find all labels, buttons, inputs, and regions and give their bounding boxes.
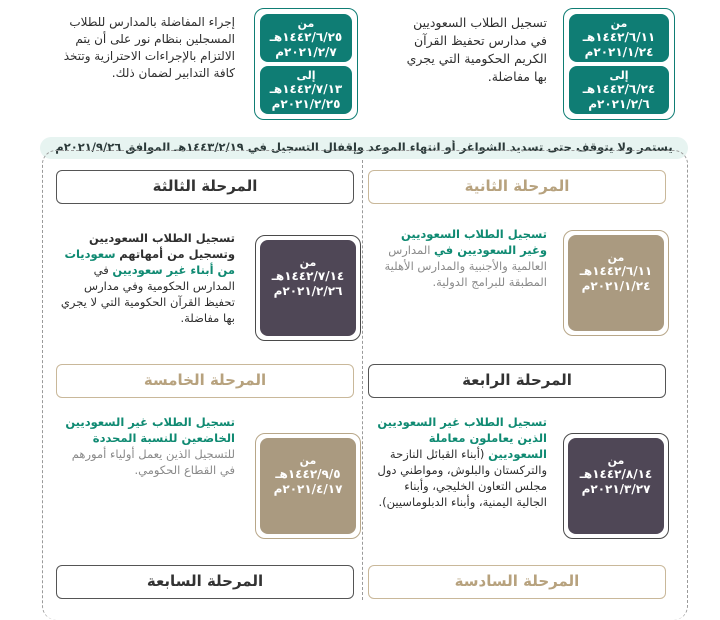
hijri-date: ١٤٤٢/٨/١٤هـ xyxy=(579,467,653,481)
gregorian-date: ٢٠٢١/١/٢٤م xyxy=(584,45,654,59)
phase-2-rest: المدارس العالمية والأجنبية والمدارس الأهلية المطبقة للبرامج الدولية. xyxy=(384,243,547,289)
phase-5-title: المرحلة الخامسة xyxy=(56,364,354,398)
from-label: من xyxy=(607,454,625,467)
hijri-date: ١٤٤٢/٧/١٤هـ xyxy=(271,269,345,283)
top-left-to-date xyxy=(260,66,352,114)
top-right-to-date xyxy=(569,66,669,114)
hijri-date: ١٤٤٢/٦/١١هـ xyxy=(582,30,656,44)
phase-6-title: المرحلة السادسة xyxy=(368,565,666,599)
phase-5-rest: للتسجيل الذين يعمل أولياء أمورهم في القطاع الحكومي. xyxy=(71,447,235,477)
from-label: من xyxy=(610,17,628,30)
phase-3-rest: في المدارس الحكومية وفي مدارس تحفيظ القرآن الحكومية التي لا يجري بها مفاضلة. xyxy=(60,263,235,325)
gregorian-date: ٢٠٢١/١/٢٤م xyxy=(581,279,651,293)
hijri-date: ١٤٤٢/٧/١٣هـ xyxy=(269,82,343,96)
phase-4-rest: (أبناء القبائل النازحة والتركستان والبلوش، ومواطني دول مجلس التعاون الخليجي، وأبناء الجالية اليمنية، وأبناء الدبلوماسيين). xyxy=(377,447,547,509)
phase-4-description xyxy=(372,414,547,510)
phase-4-highlight: تسجيل الطلاب غير السعوديين الذين يعاملون معاملة السعوديين xyxy=(377,415,547,461)
hijri-date: ١٤٤٢/٩/٥هـ xyxy=(275,467,341,481)
to-label: إلى xyxy=(609,69,629,82)
phase-4-title: المرحلة الرابعة xyxy=(368,364,666,398)
phase-4-date xyxy=(568,438,664,534)
phase-5-date xyxy=(260,438,356,534)
gregorian-date: ٢٠٢١/٢/٧م xyxy=(275,45,337,59)
hijri-date: ١٤٤٢/٦/٢٥هـ xyxy=(269,30,343,44)
from-label: من xyxy=(299,256,317,269)
phases-center-divider xyxy=(362,160,363,600)
phase-5-highlight: تسجيل الطلاب غير السعوديين الخاضعين للنسبة المحددة xyxy=(65,415,235,445)
to-label: إلى xyxy=(296,69,316,82)
phase-2-date xyxy=(568,235,664,331)
from-label: من xyxy=(607,251,625,264)
phase-5-description xyxy=(55,414,235,478)
phase-2-description xyxy=(372,226,547,290)
phase-7-title: المرحلة السابعة xyxy=(56,565,354,599)
gregorian-date: ٢٠٢١/٣/٢٧م xyxy=(581,482,651,496)
hijri-date: ١٤٤٢/٦/٢٤هـ xyxy=(582,82,656,96)
phase-3-highlight: سعوديات من أبناء غير سعوديين xyxy=(64,247,235,277)
banner-text: يستمر ولا يتوقف حتى تسديد الشواغر أو انتهاء الموعد وإقفال التسجيل في ١٤٤٣/٢/١٩هـ الموافق ٢٠٢١/٩/٢٦م xyxy=(55,140,673,154)
top-left-from-date xyxy=(260,14,352,62)
gregorian-date: ٢٠٢١/٢/٢٥م xyxy=(271,97,341,111)
phase-3-text-a: تسجيل الطلاب السعوديين وتسجيل من أمهاتهم xyxy=(89,231,235,261)
from-label: من xyxy=(297,17,315,30)
gregorian-date: ٢٠٢١/٢/٦م xyxy=(588,97,650,111)
phase-2-title: المرحلة الثانية xyxy=(368,170,666,204)
top-left-description: إجراء المفاضلة بالمدارس للطلاب المسجلين بنظام نور على أن يتم الالتزام بالإجراءات الاحترازية وتتخذ كافة التدابير لضمان ذلك. xyxy=(63,15,235,80)
phase-2-highlight: تسجيل الطلاب السعوديين وغير السعوديين في xyxy=(401,227,547,257)
top-right-description: تسجيل الطلاب السعوديين في مدارس تحفيظ القرآن الكريم الحكومية التي يجري بها مفاضلة. xyxy=(406,15,547,84)
phase-3-date xyxy=(260,240,356,336)
hijri-date: ١٤٤٢/٦/١١هـ xyxy=(579,264,653,278)
phase-3-description xyxy=(55,230,235,326)
top-right-from-date xyxy=(569,14,669,62)
phase-3-title: المرحلة الثالثة xyxy=(56,170,354,204)
from-label: من xyxy=(299,454,317,467)
gregorian-date: ٢٠٢١/٢/٢٦م xyxy=(273,284,343,298)
gregorian-date: ٢٠٢١/٤/١٧م xyxy=(273,482,343,496)
